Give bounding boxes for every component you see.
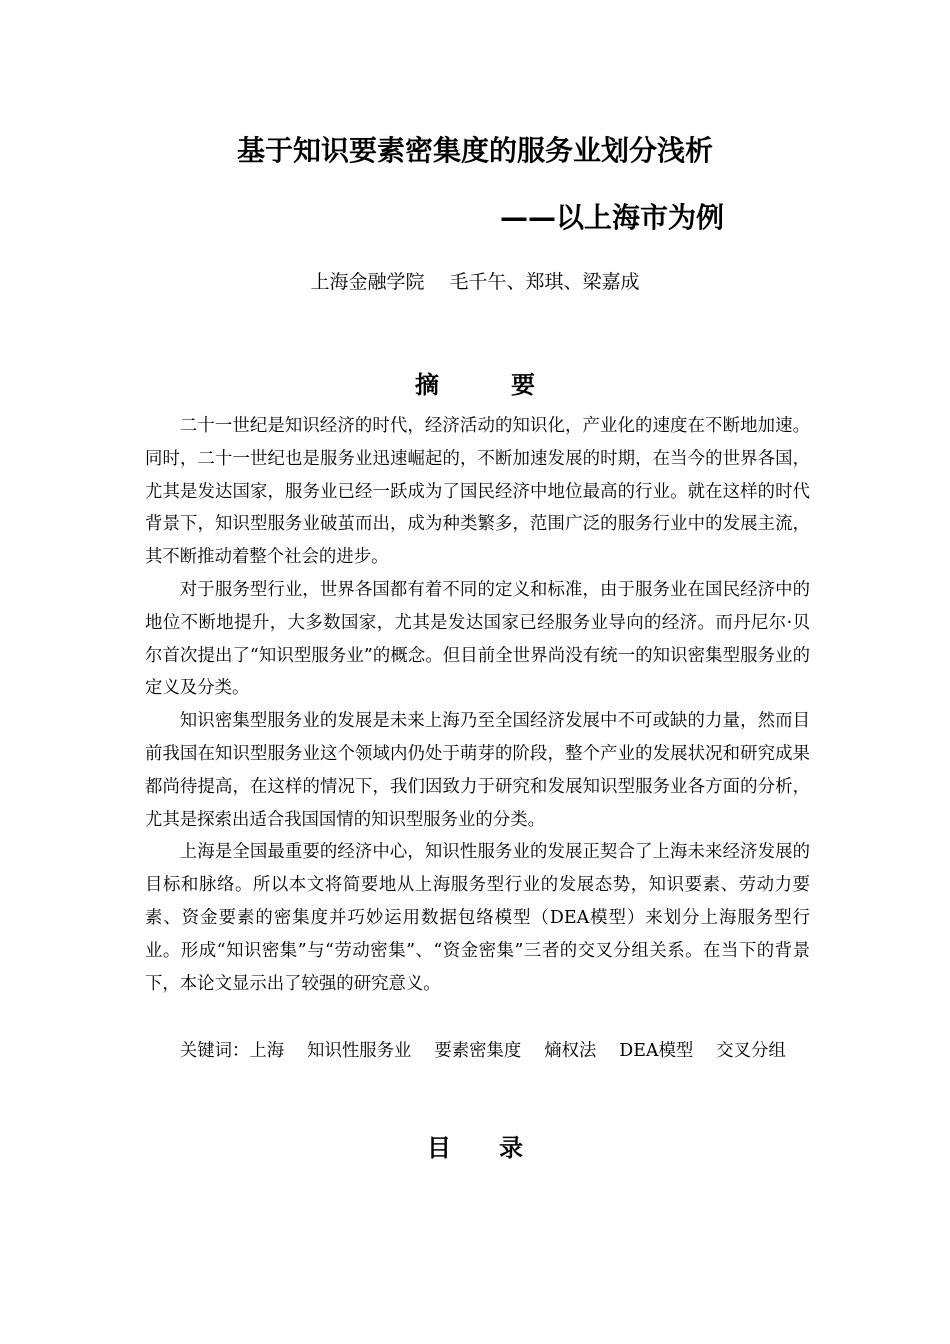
abstract-body — [145, 410, 810, 1000]
abstract-paragraph: 对于服务型行业，世界各国都有着不同的定义和标准，由于服务业在国民经济中的地位不断地提升，大多数国家，尤其是发达国家已经服务业导向的经济。而丹尼尔·贝尔首次提出了“知识型服务业”的概念。但目前全世界尚没有统一的知识密集型服务业的定义及分类。 — [145, 579, 810, 699]
abstract-paragraph: 知识密集型服务业的发展是未来上海乃至全国经济发展中不可或缺的力量，然而目前我国在知识型服务业这个领域内仍处于萌芽的阶段，整个产业的发展状况和研究成果都尚待提高，在这样的情况下，我们因致力于研究和发展知识型服务业各方面的分析，尤其是探索出适合我国国情的知识型服务业的分类。 — [145, 711, 810, 830]
author-line: 上海金融学院 毛千午、郑琪、梁嘉成 — [310, 271, 640, 293]
toc-heading: 目 录 — [427, 1134, 523, 1162]
abstract-paragraph: 二十一世纪是知识经济的时代，经济活动的知识化，产业化的速度在不断地加速。同时，二十一世纪也是服务业迅速崛起的，不断加速发展的时期，在当今的世界各国，尤其是发达国家，服务业已经一跃成为了国民经济中地位最高的行业。就在这样的时代背景下，知识型服务业破茧而出，成为种类繁多，范围广泛的服务行业中的发展主流，其不断推动着整个社会的进步。 — [145, 416, 810, 568]
abstract-paragraph: 上海是全国最重要的经济中心，知识性服务业的发展正契合了上海未来经济发展的目标和脉络。所以本文将简要地从上海服务型行业的发展态势，知识要素、劳动力要素、资金要素的密集度并巧妙运用数据包络模型（DEA模型）来划分上海服务型行业。形成“知识密集”与“劳动密集”、“资金密集”三者的交叉分组关系。在当下的背景下，本论文显示出了较强的研究意义。 — [145, 842, 810, 994]
keywords-line: 关键词：上海 知识性服务业 要素密集度 熵权法 DEA模型 交叉分组 — [179, 1041, 786, 1061]
document-subtitle: ——以上海市为例 — [500, 201, 725, 234]
abstract-heading: 摘 要 — [415, 371, 535, 399]
document-title: 基于知识要素密集度的服务业划分浅析 — [236, 134, 713, 167]
